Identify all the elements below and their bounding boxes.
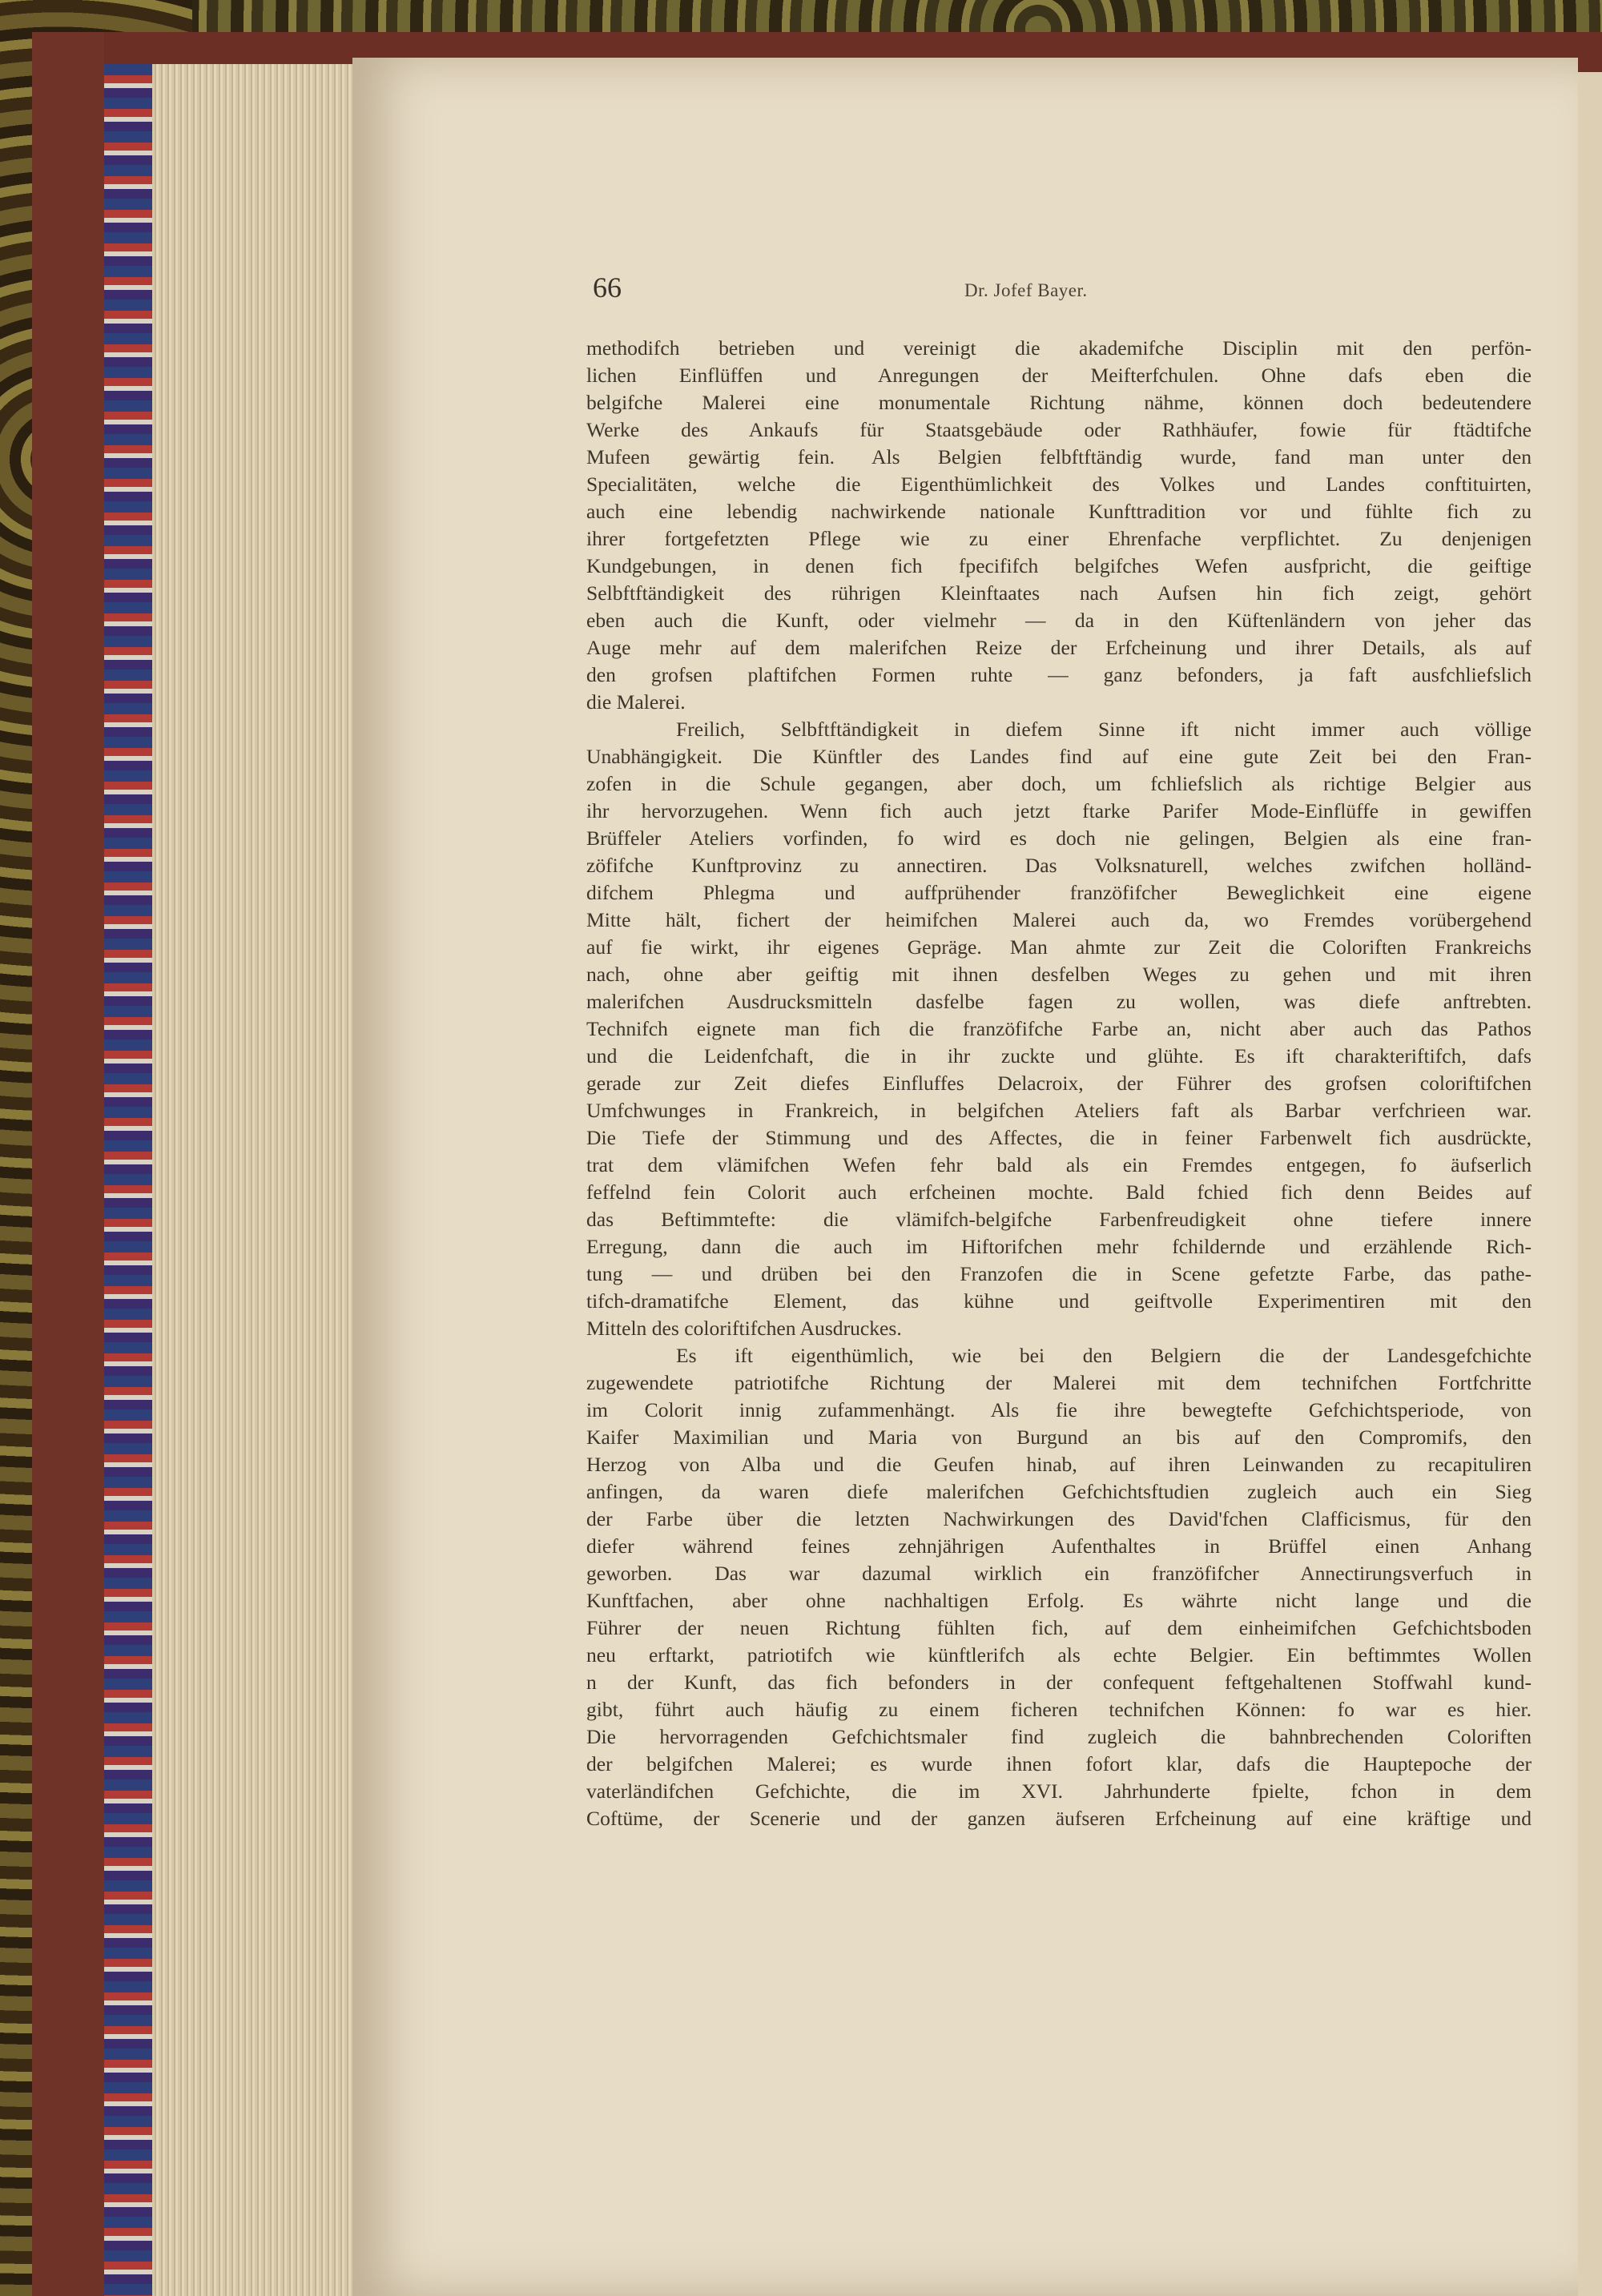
text-line: tung — und drüben bei den Franzofen die in Scene gefetzte Farbe, das pathe- bbox=[586, 1262, 1532, 1285]
text-line: zugewendete patriotifche Richtung der Malerei mit dem technifchen Fortfchritte bbox=[586, 1371, 1532, 1394]
text-line: methodifch betrieben und vereinigt die akademifche Disciplin mit den perfön- bbox=[586, 336, 1532, 360]
text-line: Freilich, Selbftftändigkeit in diefem Sinne ift nicht immer auch völlige bbox=[676, 718, 1532, 741]
text-line: anfingen, da waren diefe malerifchen Gefchichtsftudien zugleich auch ein Sieg bbox=[586, 1480, 1532, 1503]
text-line: auch eine lebendig nachwirkende nationale Kunfttradition vor und fühlte fich zu bbox=[586, 500, 1532, 523]
text-line: Brüffeler Ateliers vorfinden, fo wird es doch nie gelingen, Belgien als eine fran- bbox=[586, 826, 1532, 850]
text-line: zofen in die Schule gegangen, aber doch, um fchliefslich als richtige Belgier aus bbox=[586, 772, 1532, 795]
text-line: nach, ohne aber geiftig mit ihnen desfelben Weges zu gehen und mit ihren bbox=[586, 963, 1532, 986]
leather-spine-left bbox=[32, 32, 104, 2296]
text-line: und die Leidenfchaft, die in ihr zuckte und glühte. Es ift charakteriftifch, dafs bbox=[586, 1044, 1532, 1068]
text-line: trat dem vlämifchen Wefen fehr bald als ein Fremdes entgegen, fo äufserlich bbox=[586, 1153, 1532, 1176]
text-line: belgifche Malerei eine monumentale Richtung nähme, können doch bedeutendere bbox=[586, 391, 1532, 414]
text-line: gibt, führt auch häufig zu einem ficheren technifchen Können: fo war es hier. bbox=[586, 1698, 1532, 1721]
text-line: Unabhängigkeit. Die Künftler des Landes find auf eine gute Zeit bei den Fran- bbox=[586, 745, 1532, 768]
text-line: feffelnd fein Colorit auch erfcheinen mochte. Bald fchied fich denn Beides auf bbox=[586, 1180, 1532, 1204]
marbled-endpaper bbox=[104, 64, 152, 2296]
text-line: Selbftftändigkeit des rührigen Kleinftaates nach Aufsen hin fich zeigt, gehört bbox=[586, 581, 1532, 605]
text-line: Die hervorragenden Gefchichtsmaler find zugleich die bahnbrechenden Coloriften bbox=[586, 1725, 1532, 1748]
text-line: Herzog von Alba und die Geufen hinab, auf ihren Leinwanden zu recapituliren bbox=[586, 1453, 1532, 1476]
text-line: das Beftimmtefte: die vlämifch-belgifche Farbenfreudigkeit ohne tiefere innere bbox=[586, 1208, 1532, 1231]
text-line: Mitte hält, fichert der heimifchen Malerei auch da, wo Fremdes vorübergehend bbox=[586, 908, 1532, 931]
text-line: neu erftarkt, patriotifch wie künftlerifch als echte Belgier. Ein beftimmtes Wollen bbox=[586, 1643, 1532, 1667]
text-line: Werke des Ankaufs für Staatsgebäude oder Rathhäufer, fowie für ftädtifche bbox=[586, 418, 1532, 441]
text-line: Mufeen gewärtig fein. Als Belgien felbftftändig wurde, fand man unter den bbox=[586, 445, 1532, 468]
text-line: den grofsen plaftifchen Formen ruhte — ganz befonders, ja faft ausfchliefslich bbox=[586, 663, 1532, 686]
running-head: Dr. Jofef Bayer. bbox=[964, 280, 1088, 300]
page-header bbox=[593, 271, 1554, 303]
text-line: Führer der neuen Richtung fühlten fich, auf dem einheimifchen Gefchichtsboden bbox=[586, 1616, 1532, 1639]
text-line: auf fie wirkt, ihr eigenes Gepräge. Man ahmte zur Zeit die Coloriften Frankreichs bbox=[586, 935, 1532, 959]
text-line: gerade zur Zeit diefes Einfluffes Delacroix, der Führer des grofsen coloriftifchen bbox=[586, 1072, 1532, 1095]
text-line: Technifch eignete man fich die franzöfifche Farbe an, nicht aber auch das Pathos bbox=[586, 1017, 1532, 1040]
text-line: Coftüme, der Scenerie und der ganzen äufseren Erfcheinung auf eine kräftige und bbox=[586, 1807, 1532, 1830]
text-line: eben auch die Kunft, oder vielmehr — da in den Küftenländern von jeher das bbox=[586, 609, 1532, 632]
text-line: ihrer fortgefetzten Pflege wie zu einer Ehrenfache verpflichtet. Zu denjenigen bbox=[586, 527, 1532, 550]
text-line: lichen Einflüffen und Anregungen der Meifterfchulen. Ohne dafs eben die bbox=[586, 364, 1532, 387]
text-line: difchem Phlegma und auffprühender franzöfifcher Beweglichkeit eine eigene bbox=[586, 881, 1532, 904]
text-line: im Colorit innig zufammenhängt. Als fie ihre bewegtefte Gefchichtsperiode, von bbox=[586, 1398, 1532, 1421]
text-line: Kundgebungen, in denen fich fpecififch belgifches Wefen ausfpricht, die geiftige bbox=[586, 554, 1532, 577]
text-line: zöfifche Kunftprovinz zu annectiren. Das Volksnaturell, welches zwifchen holländ- bbox=[586, 854, 1532, 877]
text-line: Kunftfachen, aber ohne nachhaltigen Erfolg. Es währte nicht lange und die bbox=[586, 1589, 1532, 1612]
text-line: ihr hervorzugehen. Wenn fich auch jetzt ftarke Parifer Mode-Einflüffe in gewiffen bbox=[586, 799, 1532, 822]
text-line bbox=[586, 1832, 1532, 1860]
body-text bbox=[586, 335, 1532, 1860]
text-line: Mitteln des coloriftifchen Ausdruckes. bbox=[586, 1317, 902, 1340]
text-line: n der Kunft, das fich befonders in der confequent feftgehaltenen Stoffwahl kund- bbox=[586, 1671, 1532, 1694]
text-line: Die Tiefe der Stimmung und des Affectes, die in feiner Farbenwelt fich ausdrückte, bbox=[586, 1126, 1532, 1149]
text-line: vaterländifchen Gefchichte, die im XVI. Jahrhunderte fpielte, fchon in dem bbox=[586, 1779, 1532, 1803]
text-line: malerifchen Ausdrucksmitteln dasfelbe fagen zu wollen, was diefe anftrebten. bbox=[586, 990, 1532, 1013]
text-line: Kaifer Maximilian und Maria von Burgund an bis auf den Compromifs, den bbox=[586, 1425, 1532, 1449]
text-line: Umfchwunges in Frankreich, in belgifchen Ateliers faft als Barbar verfchrieen war. bbox=[586, 1099, 1532, 1122]
text-line: tifch-dramatifche Element, das kühne und geiftvolle Experimentiren mit den bbox=[586, 1289, 1532, 1313]
text-line: Specialitäten, welche die Eigenthümlichkeit des Volkes und Landes conftituirten, bbox=[586, 472, 1532, 496]
page-edges bbox=[152, 64, 376, 2296]
text-line: der Farbe über die letzten Nachwirkungen des David'fchen Clafficismus, für den bbox=[586, 1507, 1532, 1530]
text-line: Es ift eigenthümlich, wie bei den Belgiern die der Landesgefchichte bbox=[676, 1344, 1532, 1367]
text-line: diefer während feines zehnjährigen Aufenthaltes in Brüffel einen Anhang bbox=[586, 1534, 1532, 1558]
text-line: geworben. Das war dazumal wirklich ein franzöfifcher Annectirungsverfuch in bbox=[586, 1562, 1532, 1585]
text-line: der belgifchen Malerei; es wurde ihnen fofort klar, dafs die Hauptepoche der bbox=[586, 1752, 1532, 1775]
text-line: Auge mehr auf dem malerifchen Reize der Erfcheinung und ihrer Details, als auf bbox=[586, 636, 1532, 659]
page-number: 66 bbox=[593, 271, 622, 304]
text-line: Erregung, dann die auch im Hiftorifchen mehr fchildernde und erzählende Rich- bbox=[586, 1235, 1532, 1258]
text-line: die Malerei. bbox=[586, 690, 686, 714]
